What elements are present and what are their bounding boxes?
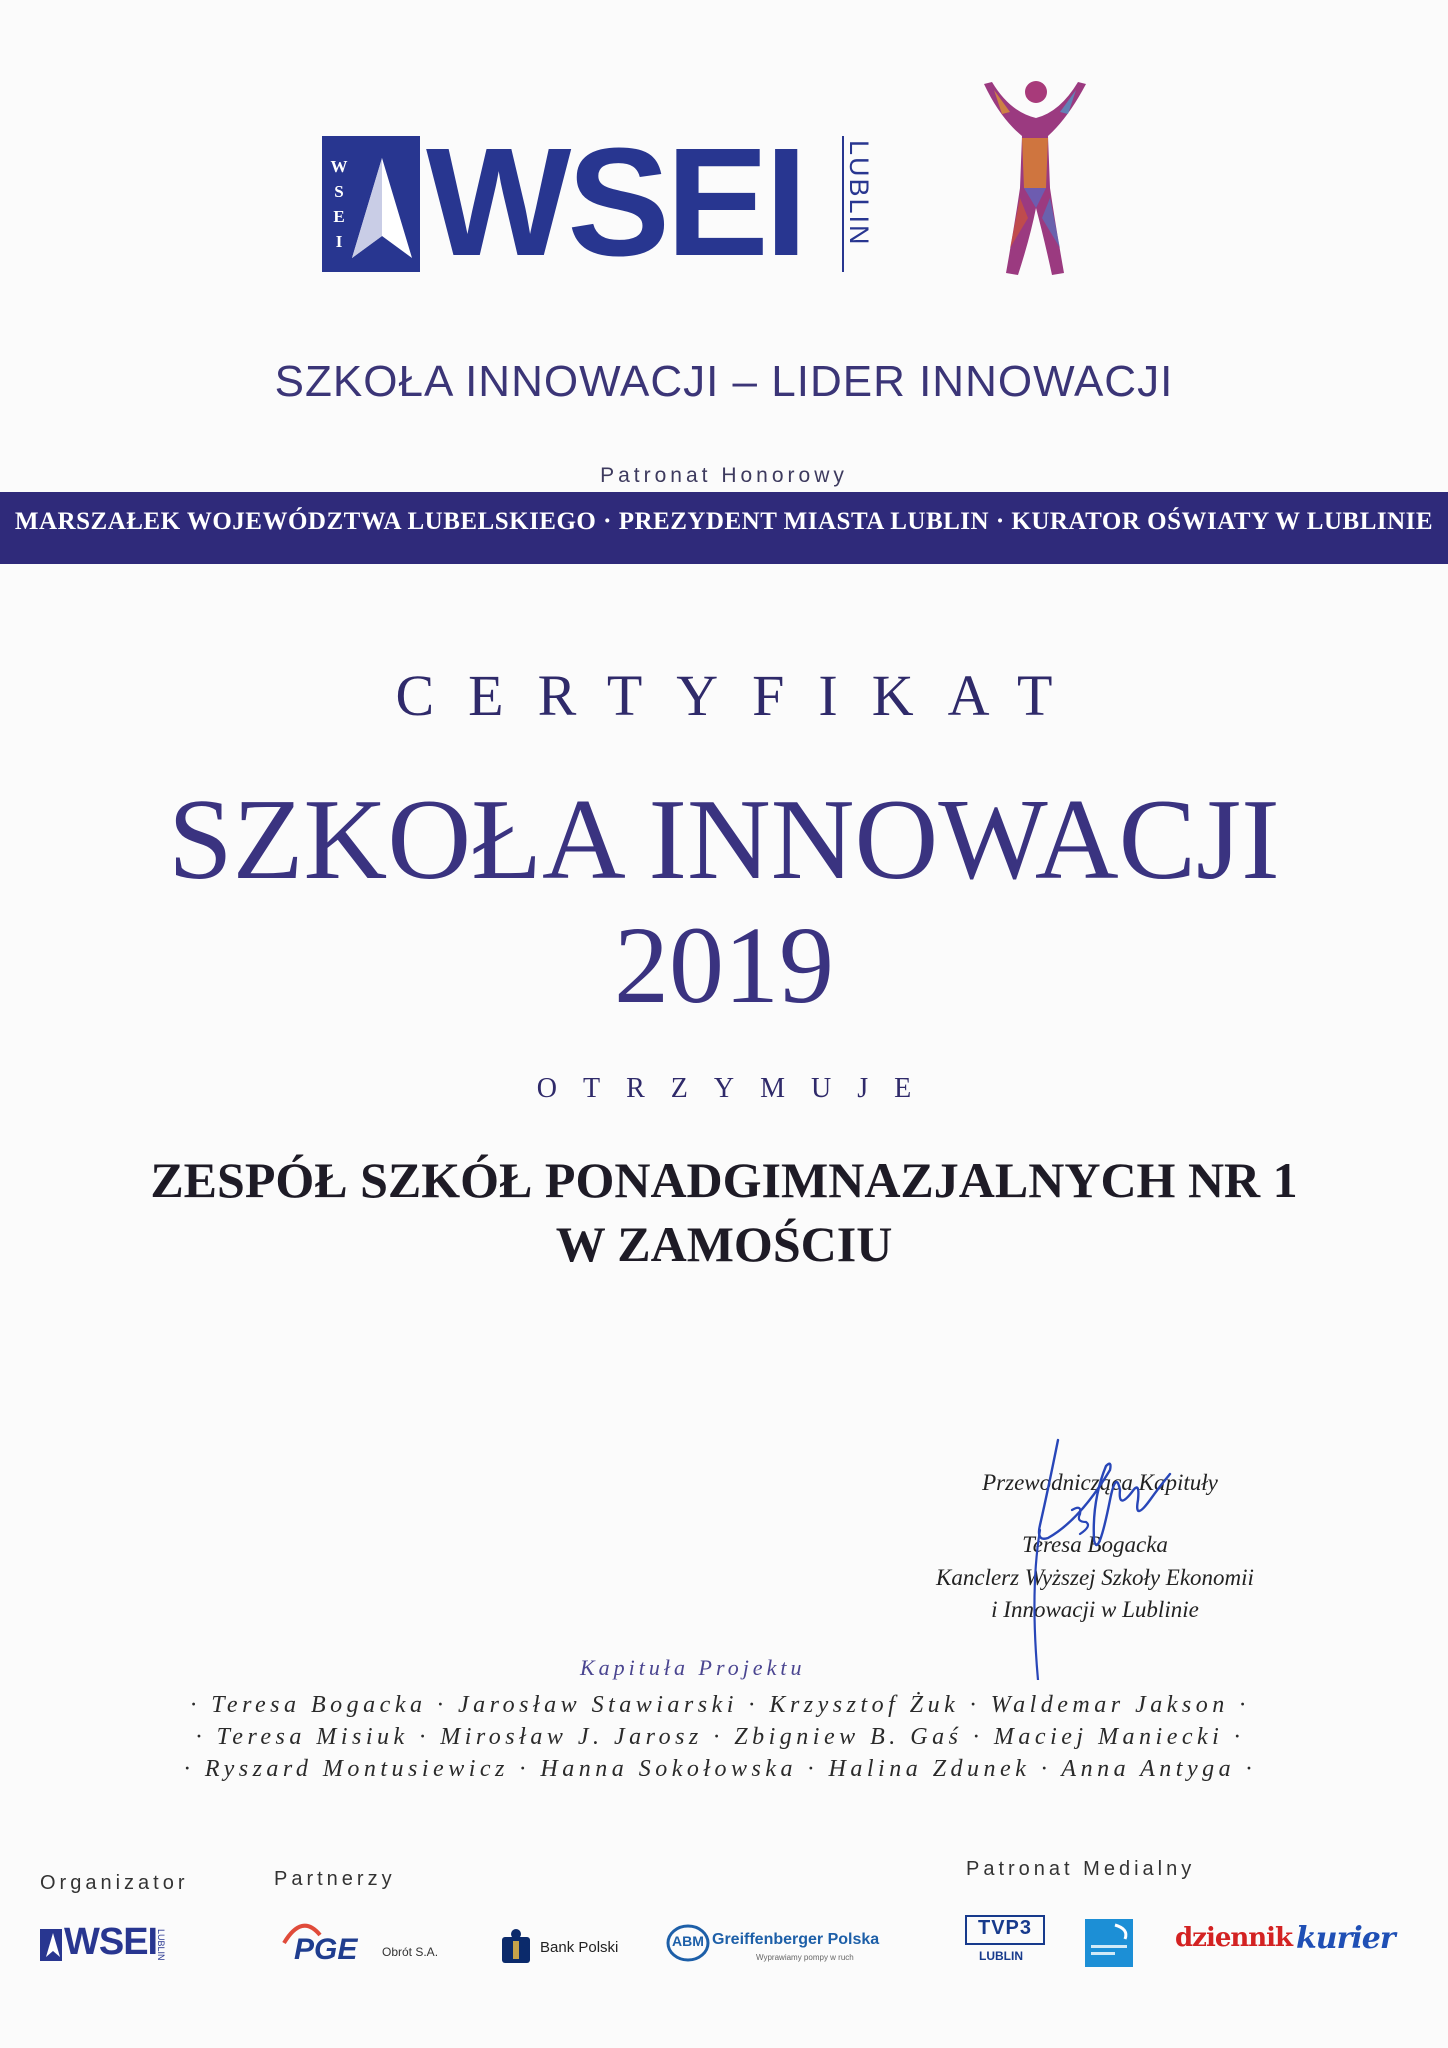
recipient-name — [0, 1148, 1448, 1276]
pko-emblem-icon — [500, 1927, 532, 1965]
wsei-wordmark: WSEI — [426, 116, 804, 288]
patronat-names: MARSZAŁEK WOJEWÓDZTWA LUBELSKIEGO · PREZYDENT MIASTA LUBLIN · KURATOR OŚWIATY W LUBLINIE — [14, 508, 1434, 535]
organizator-label: Organizator — [40, 1872, 189, 1894]
wsei-emblem — [322, 136, 420, 272]
recipient-line-2: W ZAMOŚCIU — [555, 1216, 893, 1272]
patronat-label: Patronat Honorowy — [600, 464, 848, 487]
pge-logo: PGE Obrót S.A. — [276, 1915, 456, 1975]
signatory-title-line-1: Kanclerz Wyższej Szkoły Ekonomii — [936, 1565, 1254, 1590]
recipient-line-1: ZESPÓŁ SZKÓŁ PONADGIMNAZJALNYCH NR 1 — [150, 1152, 1298, 1208]
wsei-logo — [322, 116, 882, 288]
kapitula-members-row-3: · Ryszard Montusiewicz · Hanna Sokołowska · Halina Zdunek · Anna Antyga · — [183, 1756, 1257, 1782]
arrow-icon — [40, 1929, 62, 1961]
signatory-title-line-2: i Innowacji w Lublinie — [991, 1597, 1199, 1622]
kapitula-label: Kapituła Projektu — [580, 1655, 806, 1680]
wsei-small-emblem — [40, 1929, 62, 1961]
certificate-label: CERTYFIKAT — [395, 663, 1087, 728]
kapitula-members-row-1: · Teresa Bogacka · Jarosław Stawiarski · Krzysztof Żuk · Waldemar Jakson · — [190, 1692, 1250, 1718]
tvp3-lublin-logo: TVP3 LUBLIN — [965, 1915, 1045, 1975]
program-title: SZKOŁA INNOWACJI – LIDER INNOWACJI — [274, 357, 1174, 406]
certificate-title: SZKOŁA INNOWACJI — [168, 776, 1280, 904]
organizer-wsei-logo: WSEI LUBLIN — [40, 1915, 180, 1975]
dziennik-wschodni-logo: dziennik — [1175, 1923, 1293, 1953]
receives-label: OTRZYMUJE — [536, 1073, 938, 1104]
handwritten-signature — [1000, 1430, 1200, 1680]
arrow-icon — [352, 158, 412, 258]
radio-lublin-logo — [1085, 1915, 1141, 1975]
signatory-name: Teresa Bogacka — [1022, 1532, 1168, 1557]
patronat-band — [0, 492, 1448, 564]
wsei-city-label: LUBLIN — [842, 136, 880, 272]
wsei-vertical-letters: W S E I — [330, 157, 348, 251]
kurier-lubelski-logo: kurier — [1296, 1921, 1395, 1956]
pko-bank-logo: Bank Polski — [500, 1915, 640, 1975]
innovation-figure-logo — [980, 78, 1090, 283]
radio-square-icon — [1085, 1919, 1133, 1967]
partnerzy-label: Partnerzy — [274, 1868, 396, 1890]
signatory-role: Przewodnicząca Kapituły — [982, 1470, 1218, 1495]
patronat-medialny-label: Patronat Medialny — [966, 1858, 1196, 1880]
kapitula-members-row-2: · Teresa Misiuk · Mirosław J. Jarosz · Zbigniew B. Gaś · Maciej Maniecki · — [195, 1724, 1245, 1750]
certificate-year: 2019 — [614, 904, 834, 1026]
abm-greiffenberger-logo: ABM Greiffenberger Polska Wyprawiamy pompy w ruch — [666, 1915, 876, 1975]
